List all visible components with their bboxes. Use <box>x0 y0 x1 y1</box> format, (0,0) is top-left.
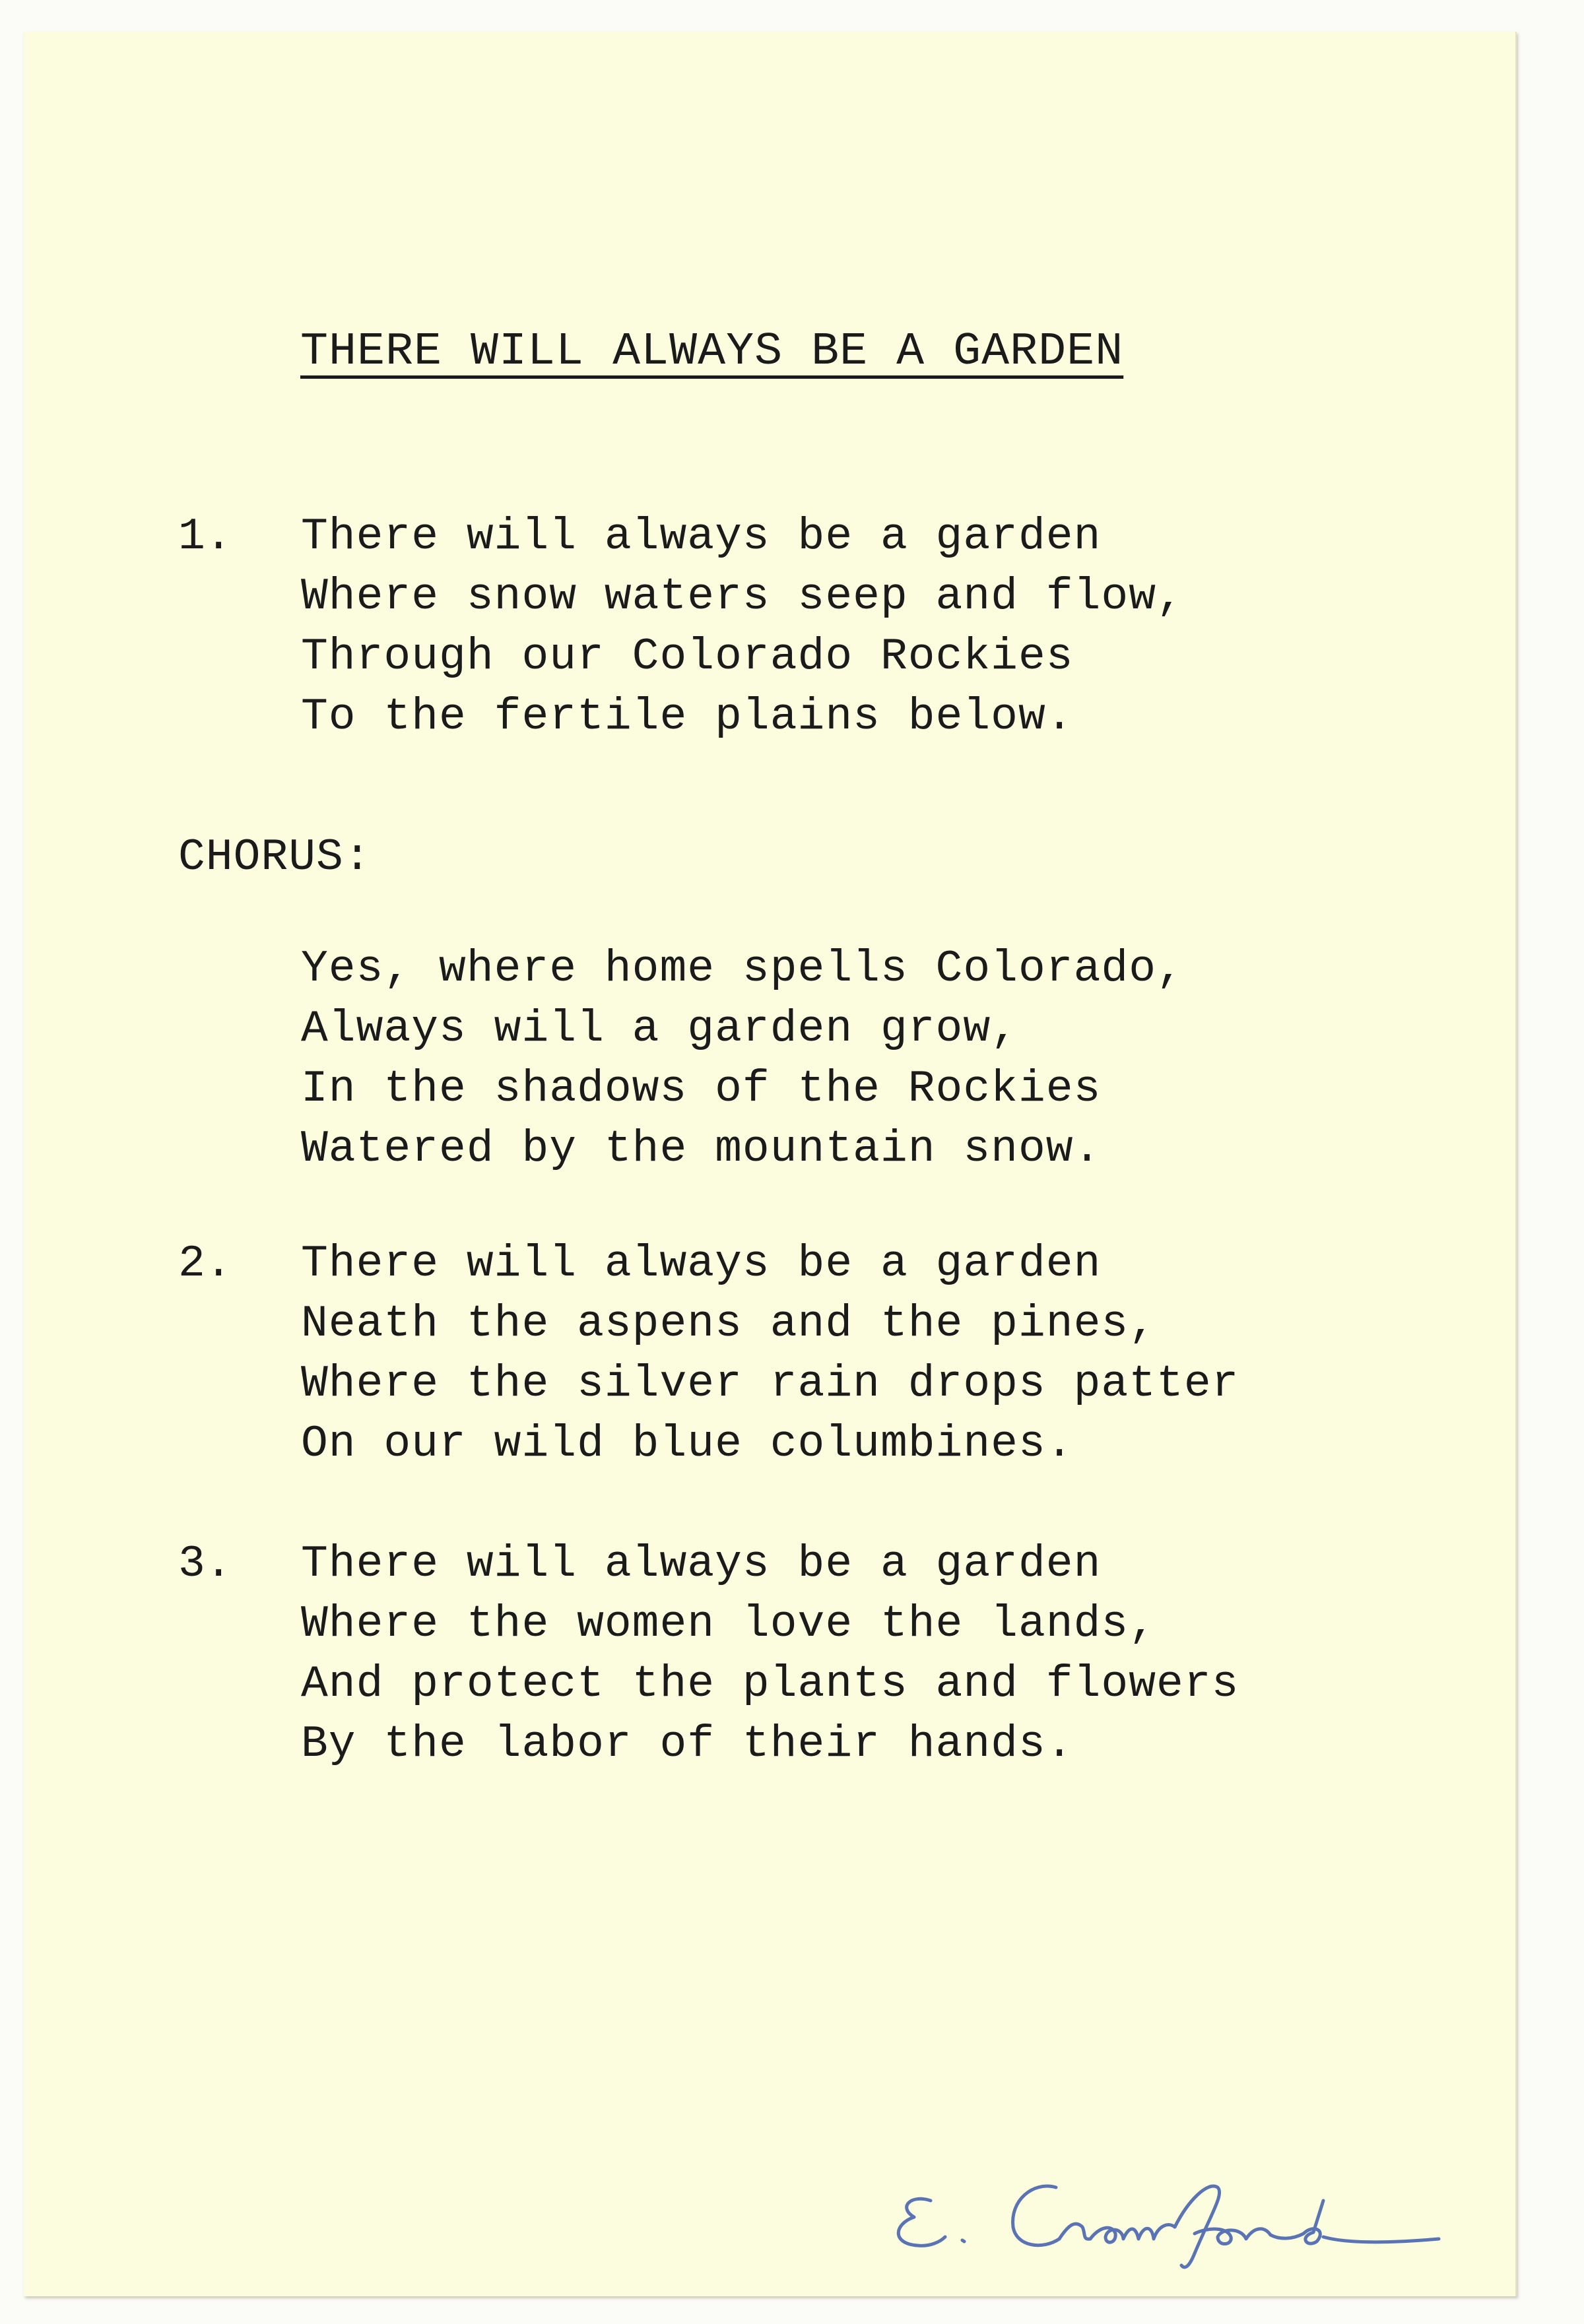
verse-2-line-1: There will always be a garden <box>301 1239 1102 1289</box>
verse-2-number: 2. <box>178 1239 232 1289</box>
verse-3-line-4: By the labor of their hands. <box>301 1719 1074 1770</box>
verse-2-line-3: Where the silver rain drops patter <box>301 1359 1239 1409</box>
song-card <box>24 32 1517 2296</box>
verse-3-line-1: There will always be a garden <box>301 1539 1102 1590</box>
verse-3-number: 3. <box>178 1539 232 1590</box>
verse-1-number: 1. <box>178 511 232 562</box>
verse-3-line-3: And protect the plants and flowers <box>301 1659 1239 1710</box>
chorus-line-4: Watered by the mountain snow. <box>301 1124 1102 1175</box>
chorus-line-3: In the shadows of the Rockies <box>301 1064 1102 1114</box>
chorus-line-2: Always will a garden grow, <box>301 1004 1018 1054</box>
verse-3-line-2: Where the women love the lands, <box>301 1599 1157 1650</box>
verse-1-line-1: There will always be a garden <box>301 511 1102 562</box>
verse-1-line-2: Where snow waters seep and flow, <box>301 571 1184 622</box>
verse-1-line-3: Through our Colorado Rockies <box>301 631 1074 682</box>
verse-1-line-4: To the fertile plains below. <box>301 692 1074 742</box>
verse-2-line-2: Neath the aspens and the pines, <box>301 1299 1157 1349</box>
verse-2-line-4: On our wild blue columbines. <box>301 1419 1074 1469</box>
chorus-label: CHORUS: <box>178 832 372 883</box>
chorus-line-1: Yes, where home spells Colorado, <box>301 944 1184 994</box>
song-title: THERE WILL ALWAYS BE A GARDEN <box>300 326 1124 378</box>
handwritten-signature <box>884 2161 1478 2273</box>
